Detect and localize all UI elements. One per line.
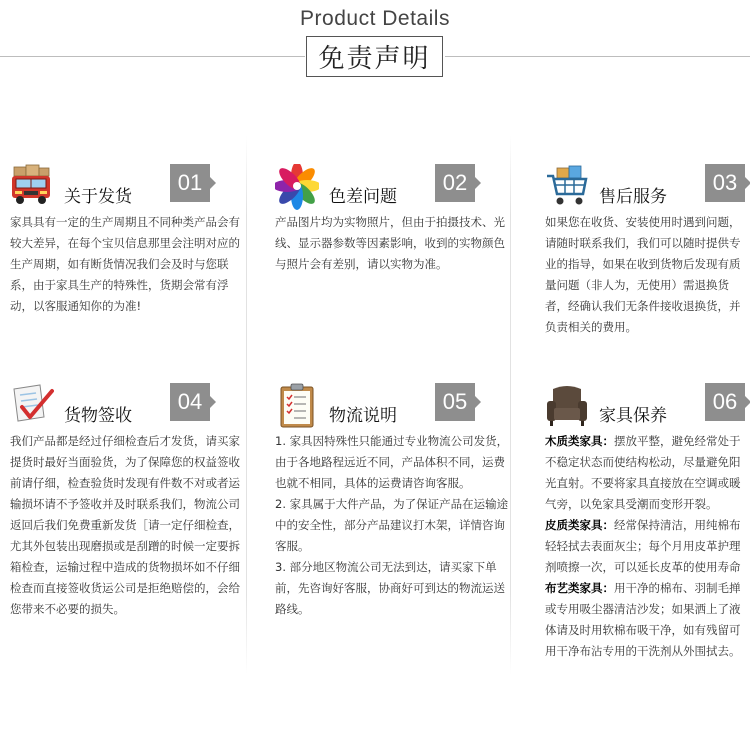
section-title: 货物签收 [64,406,132,426]
delivery-truck-icon [10,164,54,210]
section-number-badge: 01 [170,164,210,202]
section-number-badge: 06 [705,383,745,421]
clipboard-list-icon [275,383,319,429]
section-number-badge: 04 [170,383,210,421]
disclaimer-title: 免责声明 [306,36,443,77]
section-receipt [10,383,250,683]
paragraph: 家具具有一定的生产周期且不同种类产品会有较大差异，在每个宝贝信息那里会注明对应的生产周期，如有断货情况我们会及时与您联系，由于家具生产的特殊性，货期会常有浮动，以客服通知你的为准! [10,215,240,313]
section-furniture-care [545,383,750,683]
paragraph: 2. 家具属于大件产品，为了保证产品在运输途中的安全性，部分产品建议打木架，详情咨询客服。 [275,497,509,553]
english-title: Product Details [300,7,450,30]
care-item-wood [545,431,750,515]
section-number-badge: 05 [435,383,475,421]
section-shipping [10,164,250,354]
section-text [545,431,750,662]
section-number-badge: 03 [705,164,745,202]
section-after-sales [545,164,750,354]
section-text [10,212,250,317]
section-title: 关于发货 [64,187,132,207]
checklist-sign-icon [10,383,54,429]
section-text [10,431,250,620]
armchair-icon [545,383,589,429]
paragraph: 产品图片均为实物照片，但由于拍摄技术、光线、显示器参数等因素影响，收到的实物颜色与照片会有差别，请以实物为准。 [275,215,505,271]
care-item-fabric [545,578,750,662]
shopping-cart-icon [545,164,589,210]
care-item-leather [545,515,750,578]
section-title: 售后服务 [599,187,667,207]
section-number-badge: 02 [435,164,475,202]
care-item-text: 用干净的棉布、羽制毛掸或专用吸尘器清洁沙发；如果洒上了液体请及时用软棉布吸干净，如有残留可用干净布沾专用的干洗剂从外围拭去。 [545,581,741,658]
page-header [0,0,750,90]
paragraph: 如果您在收货、安装使用时遇到问题，请随时联系我们，我们可以随时提供专业的指导，如果在收到货物后发现有质量问题（非人为，无使用）需退换货者，经确认我们无条件接收退换货，并负责相关的费用。 [545,215,741,334]
paragraph: 1. 家具因特殊性只能通过专业物流公司发货，由于各地路程远近不同，产品体积不同，运费也就不相同，具体的运费请咨询客服。 [275,434,509,490]
section-title: 物流说明 [329,406,397,426]
care-item-text: 经常保持清洁，用纯棉布轻轻拭去表面灰尘；每个月用皮革护理剂喷擦一次，可以延长皮革的使用寿命 [545,518,741,574]
care-item-label: 布艺类家具： [545,581,614,595]
section-text [275,212,515,275]
section-logistics [275,383,515,683]
section-title: 色差问题 [329,187,397,207]
section-title: 家具保养 [599,406,667,426]
color-palette-icon [275,164,319,210]
paragraph: 我们产品都是经过仔细检查后才发货，请买家提货时最好当面验货，为了保障您的权益签收前请仔细，检查验货时发现有件数不对或者运输损坏请不予签收并及时联系我们，物流公司返回后我们免费重新发货［请一定仔细检查，尤其外包装出现磨损或是刮蹭的时候一定要拆箱检查，运输过程中造成的货物损坏如不仔细检查而直接签收货运公司是拒绝赔偿的，会给您带来不必要的损失。 [10,434,240,616]
section-text [275,431,515,620]
care-item-label: 木质类家具： [545,434,614,448]
section-text [545,212,750,338]
care-item-label: 皮质类家具： [545,518,614,532]
care-item-text: 摆放平整，避免经常处于不稳定状态而使结构松动，尽量避免阳光直射。不要将家具直接放在空调或暖气旁，以免家具受潮而变形开裂。 [545,434,741,511]
header-rule-left [0,56,305,57]
paragraph: 3. 部分地区物流公司无法到达，请买家下单前，先咨询好客服，协商好可到达的物流运送路线。 [275,560,505,616]
section-color-difference [275,164,515,354]
header-rule-right [445,56,750,57]
